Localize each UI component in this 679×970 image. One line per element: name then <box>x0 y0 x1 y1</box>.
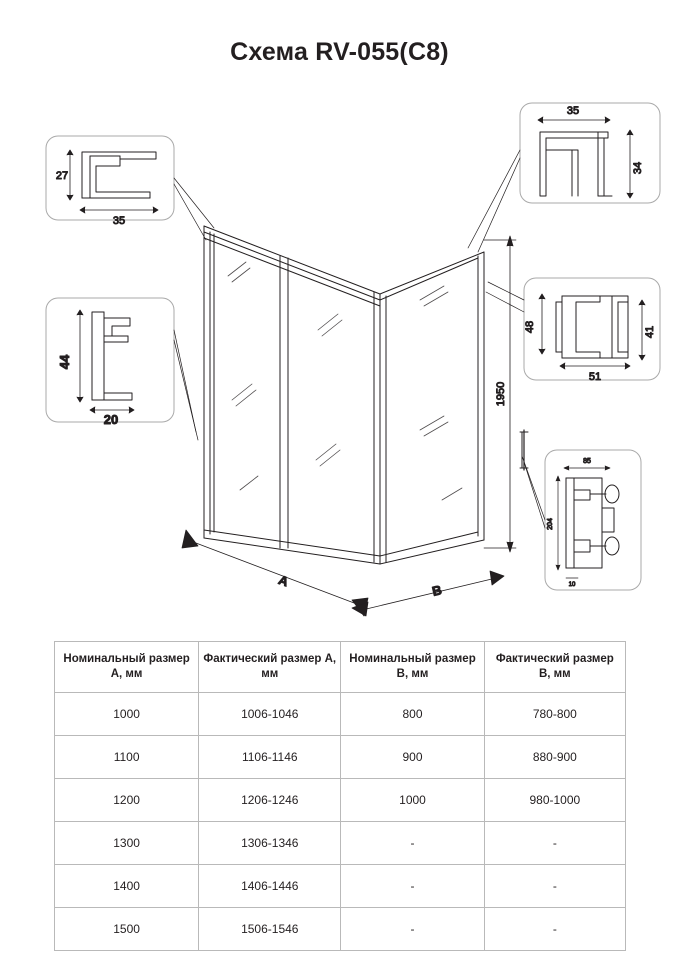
cell-actual-b: 880-900 <box>484 736 625 779</box>
cell-nominal-b: - <box>341 865 484 908</box>
cell-actual-a: 1006-1046 <box>199 693 341 736</box>
cell-actual-b: - <box>484 865 625 908</box>
dim-a-label: A <box>276 572 291 590</box>
cell-nominal-a: 1400 <box>55 865 199 908</box>
cell-nominal-b: 1000 <box>341 779 484 822</box>
callout-dim-204: 204 <box>547 518 554 530</box>
cell-actual-a: 1106-1146 <box>199 736 341 779</box>
table-header-row <box>55 642 626 693</box>
header-actual-b: Фактический размер B, мм <box>484 642 625 693</box>
table-row <box>55 693 626 736</box>
cell-nominal-a: 1500 <box>55 908 199 951</box>
table-row <box>55 865 626 908</box>
dimension-b <box>352 571 504 616</box>
cell-nominal-b: - <box>341 908 484 951</box>
cell-actual-a: 1206-1246 <box>199 779 341 822</box>
dim-b-label: B <box>430 582 444 599</box>
cell-actual-a: 1306-1346 <box>199 822 341 865</box>
callout-roller-detail <box>545 450 641 590</box>
cell-nominal-b: 900 <box>341 736 484 779</box>
dim-height-label: 1950 <box>495 381 507 407</box>
table-row <box>55 736 626 779</box>
callout-dim-35-left: 35 <box>112 215 126 227</box>
cell-nominal-b: 800 <box>341 693 484 736</box>
callout-dim-20: 20 <box>103 412 119 427</box>
enclosure-body <box>204 226 528 564</box>
header-nominal-a: Номинальный размер A, мм <box>55 642 199 693</box>
header-nominal-b: Номинальный размер B, мм <box>341 642 484 693</box>
callout-dim-27: 27 <box>55 170 69 182</box>
cell-nominal-a: 1300 <box>55 822 199 865</box>
cell-actual-a: 1406-1446 <box>199 865 341 908</box>
cell-nominal-a: 1000 <box>55 693 199 736</box>
cell-actual-b: 780-800 <box>484 693 625 736</box>
cell-nominal-a: 1100 <box>55 736 199 779</box>
size-table <box>54 641 626 951</box>
callout-dim-85: 85 <box>583 458 591 465</box>
callout-dim-51: 51 <box>588 371 602 383</box>
cell-actual-b: - <box>484 822 625 865</box>
callout-profile-top-right <box>520 103 660 203</box>
table-row <box>55 822 626 865</box>
table-row <box>55 908 626 951</box>
callout-dim-34: 34 <box>632 161 644 175</box>
dimension-a <box>182 530 368 616</box>
page-title: Схема RV-055(C8) <box>230 38 449 66</box>
callout-dim-10: 10 <box>568 582 576 588</box>
callout-dim-35-top: 35 <box>566 105 580 117</box>
header-actual-a: Фактический размер A, мм <box>199 642 341 693</box>
callout-dim-44: 44 <box>57 354 72 370</box>
table-row <box>55 779 626 822</box>
cell-actual-b: 980-1000 <box>484 779 625 822</box>
callout-dim-48: 48 <box>524 320 536 334</box>
cell-actual-b: - <box>484 908 625 951</box>
cell-actual-a: 1506-1546 <box>199 908 341 951</box>
cell-nominal-b: - <box>341 822 484 865</box>
callout-profile-right <box>524 278 660 380</box>
callout-dim-41: 41 <box>644 325 656 339</box>
cell-nominal-a: 1200 <box>55 779 199 822</box>
